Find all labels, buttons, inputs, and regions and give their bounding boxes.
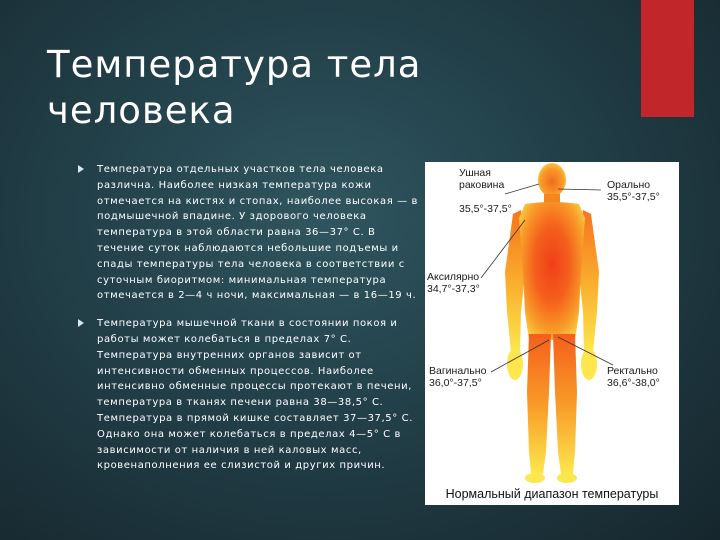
left-foot-shape (525, 473, 545, 483)
paragraph-text: Температура отдельных участков тела человека различна. Наиболее низкая температура кожи отмечается на кистях и стопах, наиболее высокая — в подмышечной впадине. У здорового человека температура в этой области равна 36—37° С. В течение суток наблюдаются небольшие подъемы и спады температуры тела человека в соответствии с суточным биоритмом: минимальная температура отмечается в 2—4 ч ночи, максимальная — в 16—19 ч. (97, 164, 418, 302)
ear-label: Ушная раковина (459, 167, 505, 191)
body-temperature-figure (425, 162, 679, 505)
rectal-label: Ректально (607, 365, 658, 377)
axillary-label: Аксилярно (427, 271, 480, 283)
bullet-paragraph (78, 316, 418, 474)
left-hand-shape (507, 348, 523, 380)
bullet-paragraph (78, 162, 418, 304)
oral-label: Орально (607, 179, 651, 191)
ear-leader-line (505, 184, 539, 194)
vaginal-label: Вагинально (429, 365, 487, 377)
text-content (78, 162, 418, 486)
axillary-range: 34,7°-37,3° (427, 283, 480, 295)
rectal-range: 36,6°-38,0° (607, 377, 660, 389)
right-foot-shape (557, 473, 577, 483)
ear-range: 35,5°-37,5° (459, 203, 512, 215)
oral-range: 35,5°-37,5° (607, 191, 660, 203)
paragraph-text: Температура мышечной ткани в состоянии покоя и работы может колебаться в пределах 7° С. Температура внутренних органов зависит от интенсивности обменных процессов. Наиболее интенсивно обменные процессы протекают в печени, температура в тканях печени равна 38—38,5° С. Температура в прямой кишке составляет 37—37,5° С. Однако она может колебаться в пределах 4—5° С в зависимости от наличия в ней каловых масс, кровенаполнения ее слизистой и других причин. (97, 318, 413, 472)
right-leg-shape (553, 334, 577, 474)
torso-shape (519, 202, 585, 340)
left-leg-shape (527, 334, 551, 474)
head-shape (538, 163, 566, 197)
slide-title: Температура тела человека (47, 43, 422, 132)
figure-caption: Нормальный диапазон температуры (445, 487, 659, 501)
bullet-arrow-icon (78, 319, 84, 327)
vaginal-range: 36,0°-37,5° (429, 377, 482, 389)
bullet-arrow-icon (78, 165, 84, 173)
accent-bar (641, 0, 694, 117)
oral-leader-line (558, 189, 601, 190)
